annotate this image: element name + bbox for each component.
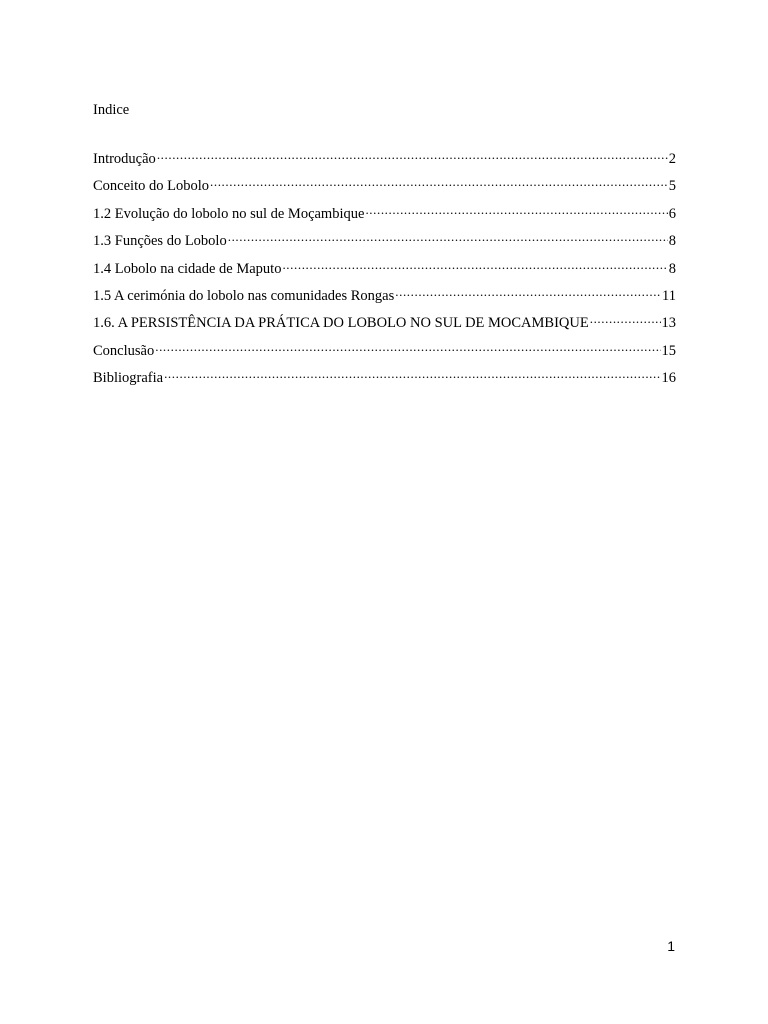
dot-leader <box>210 172 668 190</box>
dot-leader <box>395 282 661 300</box>
dot-leader <box>157 145 668 163</box>
page-number: 1 <box>667 938 675 954</box>
toc-entry-page: 6 <box>668 205 676 222</box>
toc-entry-maputo[interactable] <box>93 255 676 282</box>
toc-entry-conclusao[interactable] <box>93 337 676 364</box>
toc-entry-label: 1.5 A cerimónia do lobolo nas comunidades Rongas <box>93 287 395 304</box>
toc-entry-persistencia[interactable] <box>93 309 676 336</box>
toc-entry-page: 15 <box>661 342 676 359</box>
toc-entry-evolucao[interactable] <box>93 200 676 227</box>
toc-entry-conceito[interactable] <box>93 172 676 199</box>
dot-leader <box>164 364 660 382</box>
toc-entry-label: Introdução <box>93 151 156 167</box>
dot-leader <box>228 227 668 245</box>
toc-entry-bibliografia[interactable] <box>93 364 676 391</box>
toc-entry-page: 11 <box>662 287 676 304</box>
toc-entry-label: Bibliografia <box>93 370 164 387</box>
toc-entry-label: Conclusão <box>93 342 155 359</box>
toc-entry-label: 1.3 Funções do Lobolo <box>93 233 227 250</box>
toc-entry-page: 2 <box>668 151 676 167</box>
toc-entry-label: Conceito do Lobolo <box>93 178 209 195</box>
toc-entry-page: 8 <box>668 233 676 250</box>
toc-title: Indice <box>93 102 130 118</box>
toc-entry-page: 8 <box>668 260 676 277</box>
toc-entry-funcoes[interactable] <box>93 227 676 254</box>
table-of-contents <box>93 145 676 392</box>
dot-leader <box>155 337 660 355</box>
dot-leader <box>365 200 667 218</box>
toc-entry-label: 1.6. A PERSISTÊNCIA DA PRÁTICA DO LOBOLO NO SUL DE MOCAMBIQUE <box>93 315 589 332</box>
toc-entry-page: 13 <box>661 315 676 332</box>
dot-leader <box>282 255 667 273</box>
toc-entry-label: 1.2 Evolução do lobolo no sul de Moçambique <box>93 205 365 222</box>
toc-entry-page: 16 <box>661 370 676 387</box>
toc-entry-cerimonia[interactable] <box>93 282 676 309</box>
toc-entry-label: 1.4 Lobolo na cidade de Maputo <box>93 260 282 277</box>
toc-entry-introducao[interactable] <box>93 145 676 172</box>
toc-entry-page: 5 <box>668 178 676 195</box>
dot-leader <box>590 309 661 327</box>
